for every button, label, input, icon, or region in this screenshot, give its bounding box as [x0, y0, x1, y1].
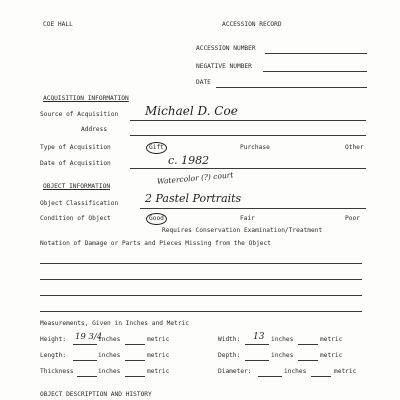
height-label: Height:: [40, 336, 67, 343]
address-label: Address: [81, 126, 108, 133]
negative-number-label: NEGATIVE NUMBER: [196, 63, 252, 70]
thickness-label: Thickness: [40, 368, 74, 375]
accession-number-line: [265, 53, 367, 54]
width-value: 13: [253, 332, 265, 342]
condition-option-good: Good: [149, 215, 164, 222]
width-inches-unit: inches: [271, 336, 294, 343]
height-metric-line: [125, 344, 145, 345]
length-inches-unit: inches: [98, 352, 121, 359]
condition-option-poor: Poor: [345, 215, 360, 222]
diameter-label: Diameter:: [218, 368, 252, 375]
thickness-metric-line: [125, 376, 145, 377]
type-option-other: Other: [345, 144, 364, 151]
diameter-metric-unit: metric: [334, 368, 357, 375]
damage-label: Notation of Damage or Parts and Pieces Missing from the Object: [40, 240, 271, 247]
condition-label: Condition of Object: [40, 215, 111, 222]
description-heading: OBJECT DESCRIPTION AND HISTORY: [40, 391, 152, 398]
damage-line: [40, 263, 362, 264]
type-option-purchase: Purchase: [240, 144, 270, 151]
thickness-metric-unit: metric: [147, 368, 170, 375]
depth-inches-unit: inches: [271, 352, 294, 359]
width-metric-line: [298, 344, 318, 345]
accession-number-label: ACCESSION NUMBER: [196, 45, 256, 52]
height-inches-unit: inches: [98, 336, 121, 343]
heading-annotation: Watercolor (?) court: [156, 170, 234, 186]
classification-line: [140, 208, 366, 209]
source-label: Source of Acquisition: [40, 111, 119, 118]
acquisition-heading: ACQUISITION INFORMATION: [43, 95, 129, 102]
type-option-gift: Gift: [149, 144, 164, 151]
negative-number-line: [263, 71, 367, 72]
depth-label: Depth:: [218, 352, 241, 359]
depth-inches-line: [245, 360, 269, 361]
acquisition-date-label: Date of Acquisition: [40, 160, 111, 167]
thickness-inches-unit: inches: [98, 368, 121, 375]
form-title: ACCESSION RECORD: [222, 21, 282, 28]
object-heading: OBJECT INFORMATION: [43, 183, 111, 190]
thickness-inches-line: [77, 376, 97, 377]
diameter-inches-unit: inches: [284, 368, 307, 375]
institution-name: COE HALL: [43, 21, 73, 28]
acquisition-date-line: [130, 168, 366, 169]
height-inches-line: [73, 344, 97, 345]
conservation-note: Requires Conservation Examination/Treatment: [162, 227, 323, 234]
address-line: [130, 135, 366, 136]
height-metric-unit: metric: [147, 336, 170, 343]
length-label: Length:: [40, 352, 67, 359]
classification-label: Object Classification: [40, 200, 119, 207]
damage-line: [40, 295, 362, 296]
width-metric-unit: metric: [320, 336, 343, 343]
record-date-label: DATE: [196, 79, 211, 86]
type-label: Type of Acquisition: [40, 144, 111, 151]
length-metric-line: [125, 360, 145, 361]
width-inches-line: [245, 344, 269, 345]
source-value: Michael D. Coe: [145, 104, 238, 118]
record-date-line: [216, 87, 367, 88]
depth-metric-unit: metric: [320, 352, 343, 359]
length-inches-line: [73, 360, 97, 361]
damage-line: [40, 279, 362, 280]
measurements-heading: Measurements, Given in Inches and Metric: [40, 320, 190, 327]
depth-metric-line: [298, 360, 318, 361]
condition-option-fair: Fair: [240, 215, 255, 222]
length-metric-unit: metric: [147, 352, 170, 359]
height-value: 19 3/4: [75, 332, 103, 342]
damage-line: [40, 311, 362, 312]
width-label: Width:: [218, 336, 241, 343]
acquisition-date-value: c. 1982: [168, 154, 210, 167]
source-line: [130, 120, 366, 121]
classification-value: 2 Pastel Portraits: [145, 192, 242, 205]
diameter-metric-line: [311, 376, 331, 377]
diameter-inches-line: [258, 376, 282, 377]
